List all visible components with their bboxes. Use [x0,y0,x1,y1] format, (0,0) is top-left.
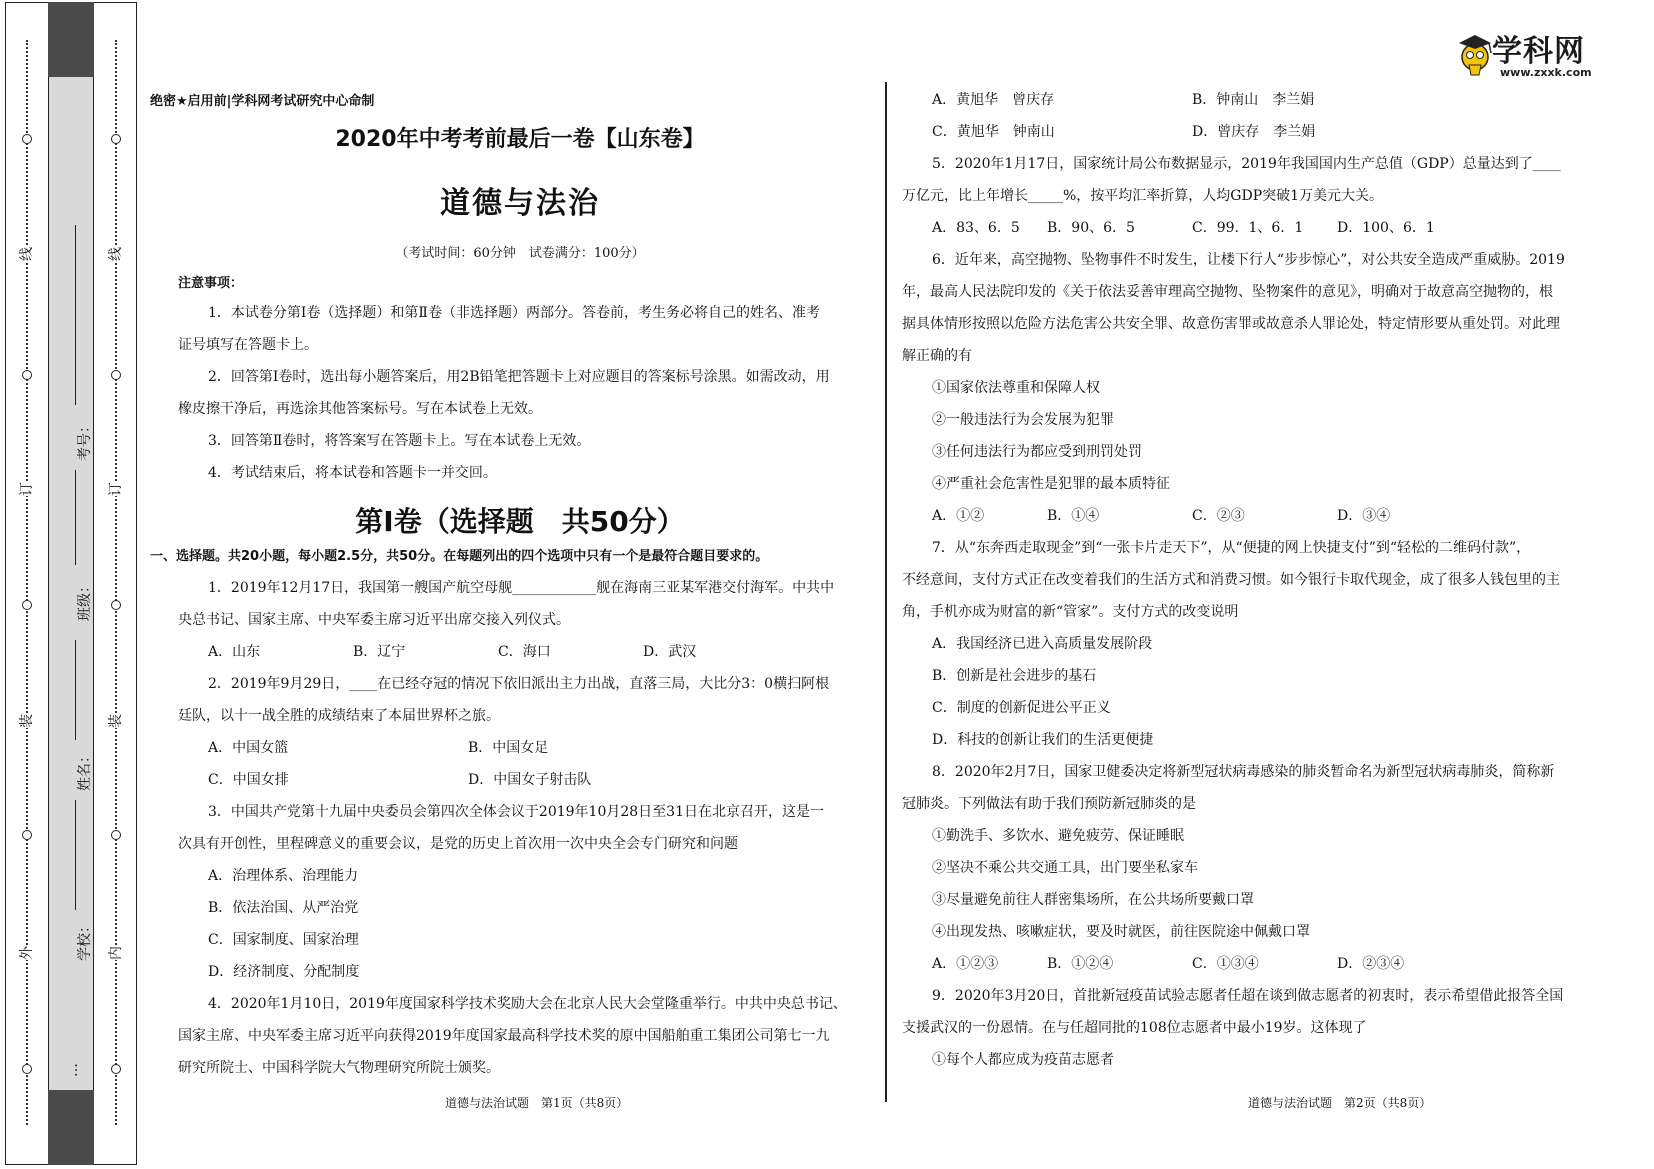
option-b[interactable]: B．钟南山 李兰娟 [1192,92,1315,108]
confidential-mark: 绝密★启用前|学科网考试研究中心命制 [150,94,375,109]
option-d[interactable]: D．中国女子射击队 [468,772,592,788]
logo-url: www.zxxk.com [1500,66,1592,79]
option-a[interactable]: A．治理体系、治理能力 [208,868,359,884]
binding-hole-circle [111,830,121,840]
question-text: 次具有开创性，里程碑意义的重要会议，是党的历史上首次用一次中央全会专门研究和问题 [178,836,738,852]
binding-hole-circle [111,370,121,380]
field-line-exam-number[interactable] [75,225,76,405]
left-question-column [178,572,878,1084]
binding-hole-circle [22,1064,32,1074]
question-text: 不经意间，支付方式正在改变着我们的生活方式和消费习惯。如今银行卡取代现金，成了很多人钱包里的主 [902,572,1560,588]
statement-item: ①国家依法尊重和保障人权 [932,380,1100,396]
option-c[interactable]: C．99．1、6．1 [1192,220,1304,236]
option-b[interactable]: B．创新是社会进步的基石 [932,668,1097,684]
binding-strip-dark-block-bottom [48,1090,94,1165]
question-options [902,500,1602,532]
question-text: 万亿元，比上年增长_____%，按平均汇率折算，人均GDP突破1万美元大关。 [902,188,1384,204]
question-text: 4．2020年1月10日，2019年度国家科学技术奖励大会在北京人民大会堂隆重举行。中共中央总书记、 [208,996,847,1012]
field-label-class: 班级： [77,579,93,621]
question-text: 解正确的有 [902,348,972,364]
inner-strip-char: 订 [108,482,124,496]
option-b[interactable]: B．辽宁 [353,644,406,660]
notes-title: 注意事项： [178,276,244,291]
option-d[interactable]: D．科技的创新让我们的生活更便捷 [932,732,1154,748]
statement-item: ①勤洗手、多饮水、避免疲劳、保证睡眠 [932,828,1184,844]
question-7 [902,532,1602,756]
option-a[interactable]: A．①② [932,508,985,524]
option-d[interactable]: D．②③④ [1337,956,1405,972]
question-options [902,84,1602,116]
right-question-column [902,84,1602,1076]
question-text: 角，手机亦成为财富的新“管家”。支付方式的改变说明 [902,604,1239,620]
question-options [178,636,878,668]
inner-strip-char: 装 [108,714,124,728]
note-line: 3．回答第Ⅱ卷时，将答案写在答题卡上。写在本试卷上无效。 [208,433,591,449]
option-c[interactable]: C．国家制度、国家治理 [208,932,359,948]
option-b[interactable]: B．依法治国、从严治党 [208,900,359,916]
question-options [902,212,1602,244]
note-line: 4．考试结束后，将本试卷和答题卡一并交回。 [208,465,497,481]
binding-hole-circle [22,134,32,144]
inner-strip-char: 内 [108,946,124,960]
section-instruction: 一、选择题。共20小题，每小题2.5分，共50分。在每题列出的四个选项中只有一个是最符合题目要求的。 [150,549,769,564]
option-c[interactable]: C．黄旭华 钟南山 [932,124,1055,140]
strip-ellipsis: … [65,1063,81,1077]
question-3 [178,796,878,988]
binding-hole-circle [111,1064,121,1074]
outer-strip-char: 订 [19,482,35,496]
question-text: 国家主席、中央军委主席习近平向获得2019年度国家最高科学技术奖的原中国船舶重工集团公司第七一九 [178,1028,830,1044]
option-d[interactable]: D．武汉 [643,644,697,660]
option-d[interactable]: D．曾庆存 李兰娟 [1192,124,1316,140]
question-text: 据具体情形按照以危险方法危害公共安全罪、故意伤害罪或故意杀人罪论处，特定情形要从重处罚。对此理 [902,316,1560,332]
option-a[interactable]: A．黄旭华 曾庆存 [932,92,1055,108]
option-c[interactable]: C．②③ [1192,508,1245,524]
question-text: 3．中国共产党第十九届中央委员会第四次全体会议于2019年10月28日至31日在北京召开，这是一 [208,804,824,820]
page-footer-left: 道德与法治试题 第1页（共8页） [445,1096,629,1110]
binding-hole-circle [22,830,32,840]
note-line: 1．本试卷分第Ⅰ卷（选择题）和第Ⅱ卷（非选择题）两部分。答卷前，考生务必将自己的姓名、准考 [208,305,820,321]
binding-strip-dark-block-top [48,2,94,77]
notes-block [178,268,878,300]
option-c[interactable]: C．中国女排 [208,772,289,788]
field-label-school: 学校： [77,919,93,961]
statement-item: ①每个人都应成为疫苗志愿者 [932,1052,1114,1068]
note-line: 2．回答第Ⅰ卷时，选出每小题答案后，用2B铅笔把答题卡上对应题目的答案标号涂黑。如需改动，用 [208,369,830,385]
exam-info: （考试时间：60分钟 试卷满分：100分） [395,246,645,261]
binding-hole-circle [22,370,32,380]
option-a[interactable]: A．我国经济已进入高质量发展阶段 [932,636,1153,652]
outer-dotted-cut-line [26,40,28,1125]
binding-hole-circle [22,600,32,610]
question-4 [178,988,878,1084]
question-options [902,948,1602,980]
exam-title: 2020年中考考前最后一卷【山东卷】 [335,127,705,152]
question-text: 冠肺炎。下列做法有助于我们预防新冠肺炎的是 [902,796,1196,812]
option-a[interactable]: A．①②③ [932,956,999,972]
question-options [178,732,878,764]
outer-strip-char: 线 [19,247,35,261]
inner-dotted-cut-line [115,40,117,1125]
question-options [178,764,878,796]
option-b[interactable]: B．①②④ [1047,956,1114,972]
question-9 [902,980,1602,1076]
question-2 [178,668,878,796]
subject-title: 道德与法治 [440,186,600,221]
question-options [902,116,1602,148]
option-d[interactable]: D．③④ [1337,508,1391,524]
option-a[interactable]: A．83、6．5 [932,220,1020,236]
notes-lines [178,297,878,489]
section-title: 第Ⅰ卷（选择题 共50分） [355,505,685,538]
note-line: 证号填写在答题卡上。 [178,337,318,353]
binding-hole-circle [111,134,121,144]
question-text: 支援武汉的一份恩情。在与任超同批的108位志愿者中最小19岁。这体现了 [902,1020,1367,1036]
column-divider [885,82,887,1102]
statement-item: ④严重社会危害性是犯罪的最本质特征 [932,476,1170,492]
question-5 [902,148,1602,244]
note-line: 橡皮擦干净后，再选涂其他答案标号。写在本试卷上无效。 [178,401,542,417]
inner-strip-char: 线 [108,247,124,261]
statement-item: ③尽量避免前往人群密集场所，在公共场所要戴口罩 [932,892,1254,908]
page-footer-right: 道德与法治试题 第2页（共8页） [1248,1096,1432,1110]
outer-strip-char: 外 [19,946,35,960]
question-text: 年，最高人民法院印发的《关于依法妥善审理高空抛物、坠物案件的意见》，明确对于故意高空抛物的，根 [902,284,1553,300]
question-text: 研究所院士、中国科学院大气物理研究所院士颁奖。 [178,1060,500,1076]
question-text: 8．2020年2月7日，国家卫健委决定将新型冠状病毒感染的肺炎暂命名为新型冠状病毒肺炎，简称新 [932,764,1555,780]
question-text: 廷队，以十一战全胜的成绩结束了本届世界杯之旅。 [178,708,500,724]
question-text: 9．2020年3月20日，首批新冠疫苗试验志愿者任超在谈到做志愿者的初衷时，表示希望借此报答全国 [932,988,1564,1004]
statement-item: ③任何违法行为都应受到刑罚处罚 [932,444,1142,460]
field-line-name[interactable] [75,640,76,740]
field-label-exam-number: 考号： [77,419,93,461]
question-text: 1．2019年12月17日，我国第一艘国产航空母舰____________舰在海南三亚某军港交付海军。中共中 [208,580,835,596]
option-a[interactable]: A．中国女篮 [208,740,289,756]
field-line-school[interactable] [75,800,76,910]
option-a[interactable]: A．山东 [208,644,261,660]
option-b[interactable]: B．中国女足 [468,740,549,756]
question-text: 7．从“东奔西走取现金”到“一张卡片走天下”，从“便捷的网上快捷支付”到“轻松的二维码付款”， [932,540,1531,556]
option-c[interactable]: C．①③④ [1192,956,1259,972]
field-label-name: 姓名： [77,749,93,791]
option-b[interactable]: B．90、6．5 [1047,220,1135,236]
option-d[interactable]: D．100、6．1 [1337,220,1435,236]
statement-item: ②一般违法行为会发展为犯罪 [932,412,1114,428]
field-line-class[interactable] [75,470,76,565]
question-6 [902,244,1602,532]
statement-item: ②坚决不乘公共交通工具，出门要坐私家车 [932,860,1198,876]
logo-name: 学科网 [1492,34,1585,69]
question-text: 央总书记、国家主席、中央军委主席习近平出席交接入列仪式。 [178,612,570,628]
outer-strip-char: 装 [19,714,35,728]
option-c[interactable]: C．制度的创新促进公平正义 [932,700,1111,716]
question-1 [178,572,878,668]
option-d[interactable]: D．经济制度、分配制度 [208,964,360,980]
question-text: 2．2019年9月29日，____在已经夺冠的情况下依旧派出主力出战，直落三局，大比分3：0横扫阿根 [208,676,830,692]
binding-hole-circle [111,600,121,610]
option-c[interactable]: C．海口 [498,644,551,660]
question-8 [902,756,1602,980]
question-text: 6．近年来，高空抛物、坠物事件不时发生，让楼下行人“步步惊心”，对公共安全造成严重威胁。2019 [932,252,1565,268]
statement-item: ④出现发热、咳嗽症状，要及时就医，前往医院途中佩戴口罩 [932,924,1310,940]
question-text: 5．2020年1月17日，国家统计局公布数据显示，2019年我国国内生产总值（GDP）总量达到了____ [932,156,1561,172]
option-b[interactable]: B．①④ [1047,508,1100,524]
